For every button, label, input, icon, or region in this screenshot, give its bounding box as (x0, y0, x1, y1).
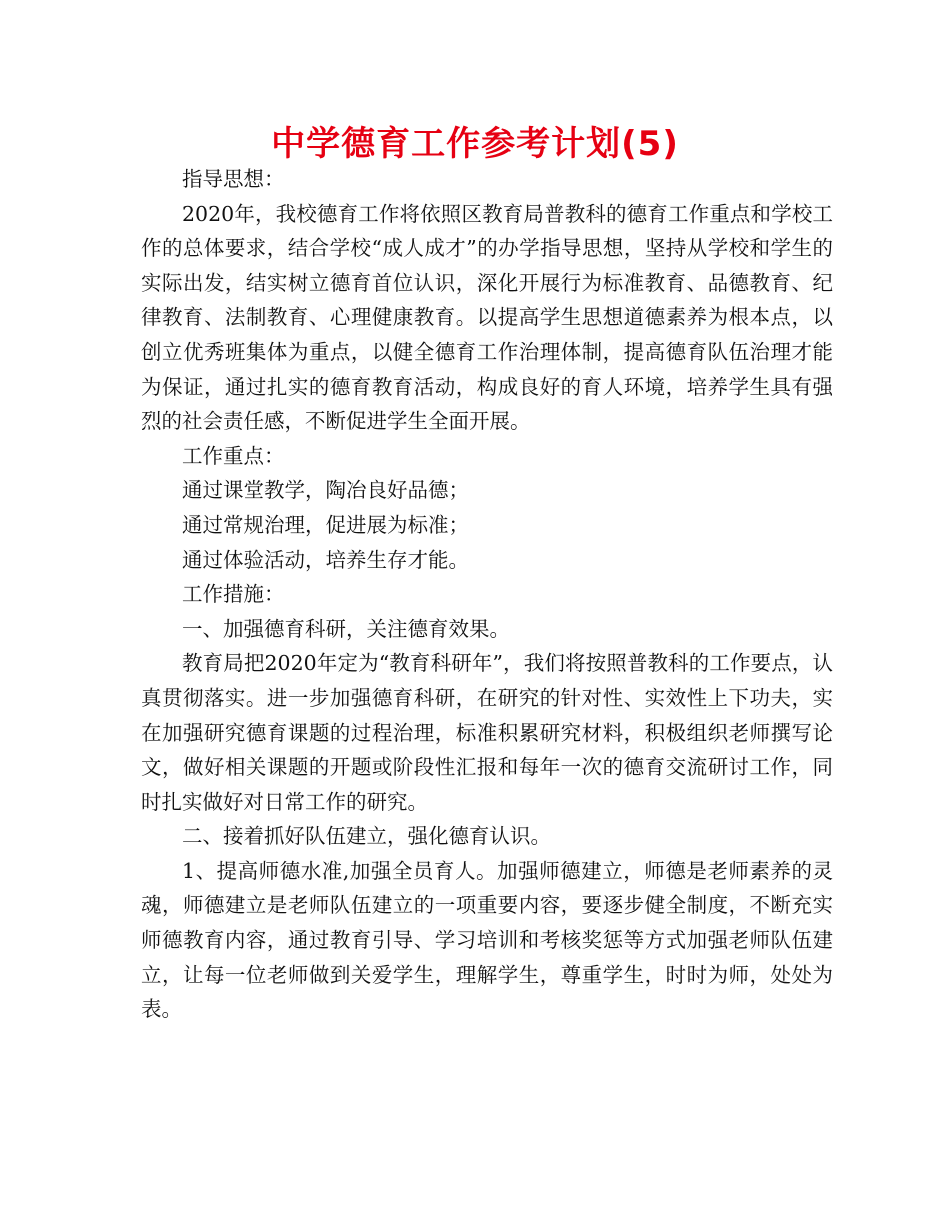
heading-work-focus: 工作重点： (182, 443, 285, 468)
section-heading-2: 二、接着抓好队伍建立，强化德育认识。 (182, 824, 551, 849)
document-body (141, 162, 833, 1027)
work-focus-item-3: 通过体验活动，培养生存才能。 (182, 547, 469, 572)
paragraph-section-1: 教育局把2020年定为“教育科研年”，我们将按照普教科的工作要点，认真贯彻落实。进一步加强德育科研，在研究的针对性、实效性上下功夫，实在加强研究德育课题的过程治理，标准积累研究材料，积极组织老师撰写论文，做好相关课题的开题或阶段性汇报和每年一次的德育交流研讨工作，同时扎实做好对日常工作的研究。 (141, 651, 833, 814)
section-heading-1: 一、加强德育科研，关注德育效果。 (182, 616, 510, 641)
work-focus-item-1: 通过课堂教学，陶冶良好品德； (182, 478, 469, 503)
work-focus-item-2: 通过常规治理，促进展为标准； (182, 512, 469, 537)
heading-guiding-ideology: 指导思想： (182, 167, 285, 191)
heading-work-measures: 工作措施： (182, 582, 285, 607)
paragraph-guiding-ideology: 2020年，我校德育工作将依照区教育局普教科的德育工作重点和学校工作的总体要求，结合学校“成人成才”的办学指导思想，坚持从学校和学生的实际出发，结实树立德育首位认识，深化开展行为标准教育、品德教育、纪律教育、法制教育、心理健康教育。以提高学生思想道德素养为根本点，以创立优秀班集体为重点，以健全德育工作治理体制，提高德育队伍治理才能为保证，通过扎实的德育教育活动，构成良好的育人环境，培养学生具有强烈的社会责任感，不断促进学生全面开展。 (141, 201, 833, 434)
document-title: 中学德育工作参考计划(5) (271, 124, 679, 164)
paragraph-section-2-item-1: 1、提高师德水准,加强全员育人。加强师德建立，师德是老师素养的灵魂，师德建立是老师队伍建立的一项重要内容，要逐步健全制度，不断充实师德教育内容，通过教育引导、学习培训和考核奖惩等方式加强老师队伍建立，让每一位老师做到关爱学生，理解学生，尊重学生，时时为师，处处为表。 (141, 858, 833, 1022)
